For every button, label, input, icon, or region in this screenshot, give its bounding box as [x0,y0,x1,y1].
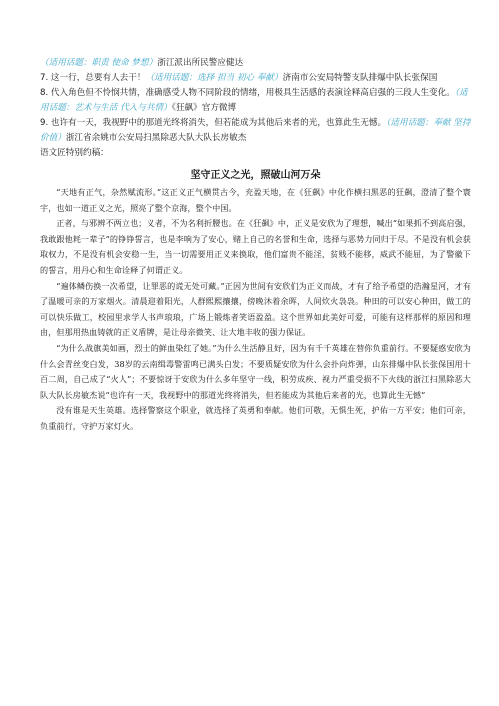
entry-source: 浙江省余姚市公安局扫黑除恶大队大队长房敏杰 [65,133,247,143]
topic-close: ） [274,73,283,83]
essay-title: 坚守正义之光，照破山河万朵 [190,170,321,181]
essay-paragraph: “遍体鳞伤换一次希望，让罪恶的谎无处可藏。”正因为世间有安欣们为正义而战，才有了给予希望的浩瀚星河，才有了温暖可亲的万家烟火。清晨迎着阳光，人群熙熙攘攘，傍晚沐着余晖，人间炊火袅袅。种田的可以安心种田，做工的可以快乐做工，校园里求学人书声琅琅，广场上锻炼者笑语盈盈。这个世界如此美好可爱，可能有这样那样的原因和理由，但那用热血铸就的正义盾牌，是让母亲微笑、让大地丰收的强力保证。 [40,280,471,338]
topic-tags: 适用话题：艺术与生活 代入与共情 [40,88,468,113]
essay-paragraph: 正者，与邪辨不两立也；义者，不为名利折腰也。在《狂飙》中，正义是安欣为了理想，喊出“如果抓不到高启强，我敢跟他耗一辈子”的铮铮誓言，也是李响为了安心，赌上自己的名誉和生命，选择与恶势力同归于尽。不是没有机会获取权力，不是没有机会安稳一生，当一切需要用正义来换取，他们富贵不能淫，贫贱不能移，威武不能屈，为了警徽下的誓言，用丹心和生命诠释了何谓正义。 [40,218,471,275]
topic-close: ） [148,58,158,68]
topic-close: ） [57,133,66,143]
entry-source: 济南市公安局特警支队排爆中队长张保国 [282,73,438,83]
section-label: 语文匠特别约稿： [40,148,109,158]
essay-paragraph: 没有谁是天生英雄。选择警察这个职业，就选择了英勇和奉献。他们可敬，无惧生死，护佑一方平安；他们可亲，负重前行，守护万家灯火。 [40,405,471,431]
entry-6-tail [40,56,471,71]
entry-8 [40,86,471,116]
topic-close: ） [163,103,172,113]
document-page [40,56,471,435]
entry-7 [40,71,471,86]
entry-prefix: 7. 这一行，总要有人去干！ [40,73,146,83]
entry-prefix: 8. 代入角色但不怜悯共情，准确感受人物不同阶段的情绪，用极具生活感的表演诠释高启强的三段人生变化。 [40,88,455,98]
essay-paragraph: “天地有正气，杂然赋流形。”这正义正气横贯古今，充盈天地，在《狂飙》中化作横扫黑恶的狂飙，澄清了整个寰宇，也如一道正义之光，照亮了整个京海，整个中国。 [40,187,471,213]
topic-tags: 适用话题：奉献 坚持 价值 [40,118,471,143]
topic-open: （ [40,58,49,68]
topic-open: （ [386,118,391,128]
essay-paragraph: “为什么战旗美如画，烈士的鲜血染红了她。”为什么生活静且好，因为有千千英雄在替你负重前行。不要疑惑安欣为什么会青丝变白发，38岁的云南缉毒警雷鸣已满头白发；不要质疑安欣为什么会扑向炸弹，山东排爆中队长张保国用十百二周，自己成了“火人”；不要惊讶于安欣为什么多年坚守一线，积劳成疾、视力严重受损不下火线的浙江扫黑除恶大队大队长房敏杰说“也许有一天，我视野中的那道光终将消失，但若能成为其他后来者的光，也算此生无憾” [40,342,471,400]
entry-source: 《狂飙》官方微博 [171,103,237,113]
topic-tags: 适用话题：职责 使命 梦想 [48,58,149,68]
entry-source: 浙江派出所民警应健达 [157,58,244,68]
topic-open: （ [454,88,460,98]
topic-tags: 适用话题：选择 担当 初心 奉献 [154,73,274,83]
entry-prefix: 9. 也许有一天，我视野中的那道光终将消失，但若能成为其他后来者的光，也算此生无憾。 [40,118,387,128]
entry-9 [40,116,471,146]
topic-open: （ [145,73,155,83]
